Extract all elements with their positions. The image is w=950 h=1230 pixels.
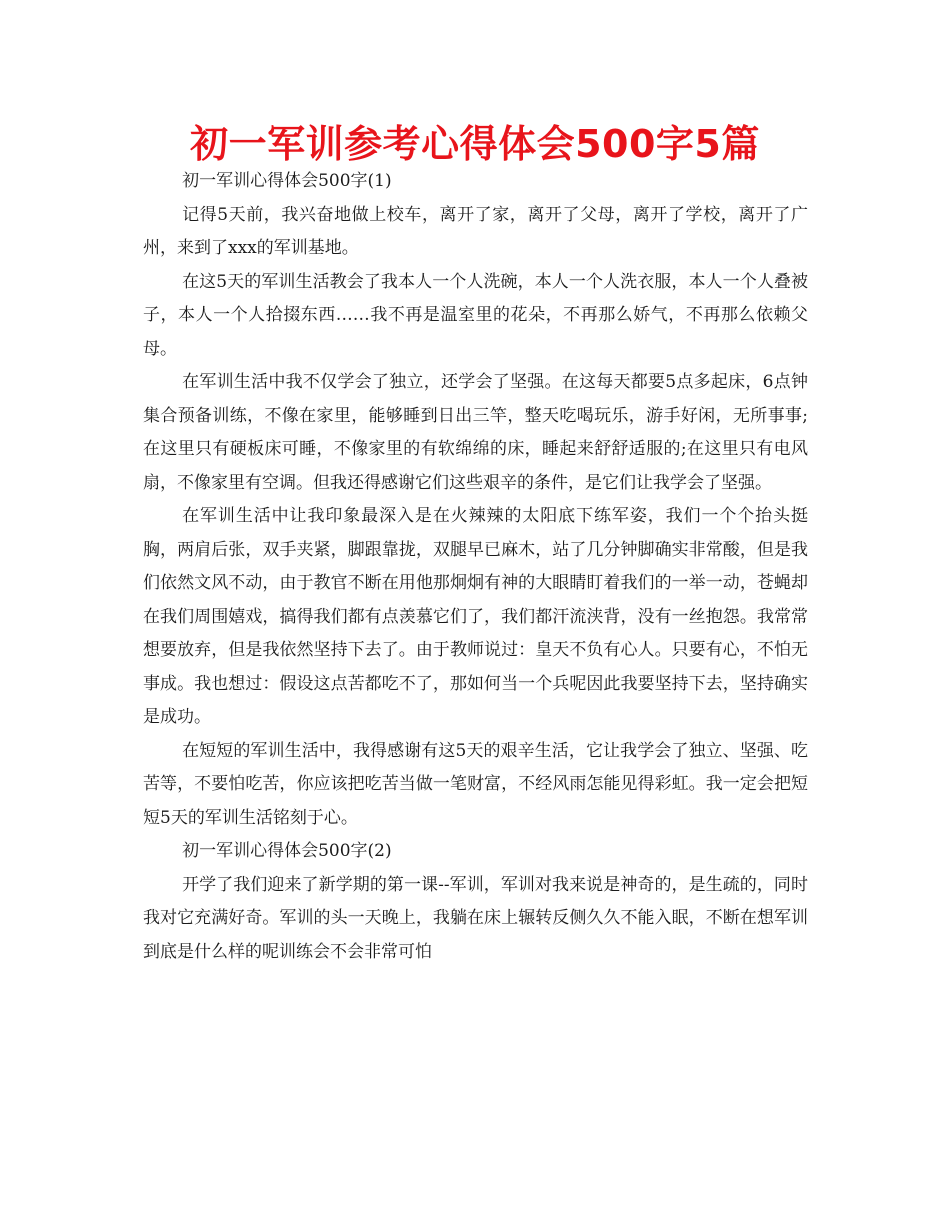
paragraph: 记得5天前，我兴奋地做上校车，离开了家，离开了父母，离开了学校，离开了广州，来到了xxx的军训基地。 (143, 204, 808, 258)
document-title: 初一军训参考心得体会500字5篇 (190, 122, 760, 166)
paragraph: 在军训生活中让我印象最深入是在火辣辣的太阳底下练军姿，我们一个个抬头挺胸，两肩后张，双手夹紧，脚跟靠拢，双腿早已麻木，站了几分钟脚确实非常酸，但是我们依然文风不动，由于教官不断在用他那炯炯有神的大眼睛盯着我们的一举一动，苍蝇却在我们周围嬉戏，搞得我们都有点羡慕它们了，我们都汗流浃背，没有一丝抱怨。我常常想要放弃，但是我依然坚持下去了。由于教师说过：皇天不负有心人。只要有心，不怕无事成。我也想过：假设这点苦都吃不了，那如何当一个兵呢因此我要坚持下去，坚持确实是成功。 (143, 506, 808, 727)
document-body (143, 165, 808, 969)
section-heading: 初一军训心得体会500字(1) (182, 171, 392, 191)
paragraph: 在这5天的军训生活教会了我本人一个人洗碗，本人一个人洗衣服，本人一个人叠被子，本人一个人拾掇东西……我不再是温室里的花朵，不再那么娇气，不再那么依赖父母。 (143, 271, 808, 359)
paragraph: 开学了我们迎来了新学期的第一课--军训，军训对我来说是神奇的，是生疏的，同时我对它充满好奇。军训的头一天晚上，我躺在床上辗转反侧久久不能入眠，不断在想军训到底是什么样的呢训练会不会非常可怕 (143, 874, 808, 962)
section-heading: 初一军训心得体会500字(2) (182, 841, 392, 861)
paragraph: 在军训生活中我不仅学会了独立，还学会了坚强。在这每天都要5点多起床，6点钟集合预备训练，不像在家里，能够睡到日出三竿，整天吃喝玩乐，游手好闲，无所事事;在这里只有硬板床可睡，不像家里的有软绵绵的床，睡起来舒舒适服的;在这里只有电风扇，不像家里有空调。但我还得感谢它们这些艰辛的条件，是它们让我学会了坚强。 (143, 372, 808, 493)
paragraph: 在短短的军训生活中，我得感谢有这5天的艰辛生活，它让我学会了独立、坚强、吃苦等，不要怕吃苦，你应该把吃苦当做一笔财富，不经风雨怎能见得彩虹。我一定会把短短5天的军训生活铭刻于心。 (143, 740, 808, 828)
